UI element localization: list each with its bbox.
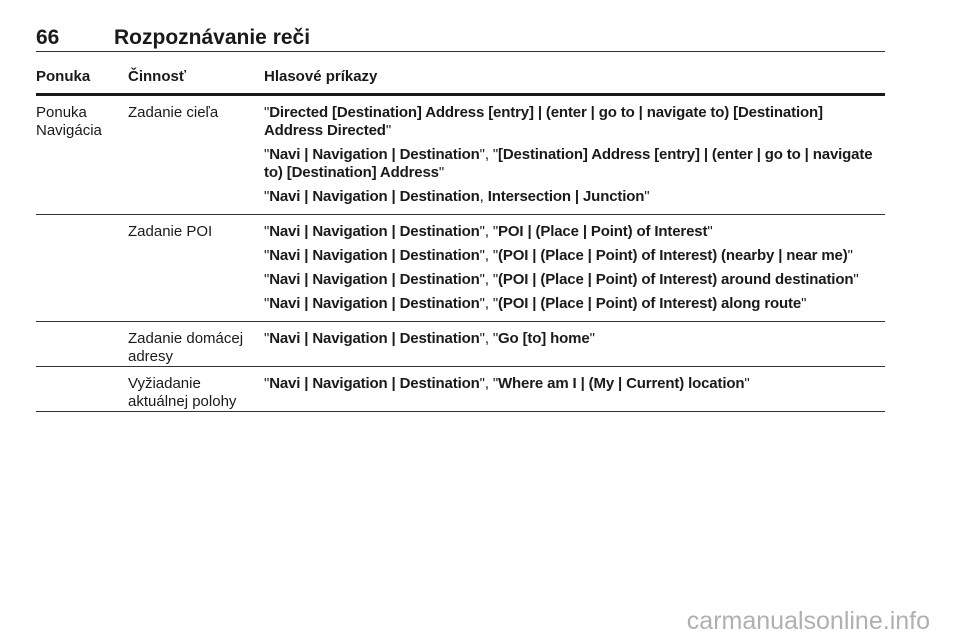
cell-menu bbox=[36, 322, 128, 366]
command-text: [Destination] Address [entry] | (enter | go to | navigate to) [Destination] Address bbox=[264, 146, 873, 181]
command-punctuation: " bbox=[264, 247, 270, 264]
cell-voice-commands bbox=[264, 367, 885, 411]
command-text: Navi | Navigation | Destination bbox=[269, 223, 480, 240]
command-punctuation: ", " bbox=[479, 146, 499, 163]
command-punctuation: " bbox=[264, 188, 270, 205]
command-punctuation: ", " bbox=[479, 375, 499, 392]
cell-action: Vyžiadanie aktuálnej polohy bbox=[128, 375, 237, 410]
command-punctuation: ", " bbox=[479, 330, 499, 347]
table-header bbox=[36, 66, 885, 96]
command-text: (POI | (Place | Point) of Interest) around destination bbox=[498, 271, 854, 288]
table-row bbox=[36, 96, 885, 215]
watermark: carmanualsonline.info bbox=[686, 607, 930, 635]
header-action: Činnosť bbox=[128, 68, 187, 85]
command-punctuation: " bbox=[438, 164, 445, 181]
voice-command bbox=[264, 146, 885, 182]
cell-action: Zadanie POI bbox=[128, 223, 213, 240]
command-punctuation: " bbox=[264, 375, 270, 392]
command-text: POI | (Place | Point) of Interest bbox=[498, 223, 708, 240]
voice-command bbox=[264, 295, 885, 313]
command-punctuation: " bbox=[853, 271, 859, 288]
cell-voice-commands bbox=[264, 215, 885, 321]
command-punctuation: ", " bbox=[479, 271, 499, 288]
command-text: Directed [Destination] Address [entry] | (enter | go to | navigate to) [Destination] Address Directed bbox=[264, 104, 823, 139]
command-punctuation: " bbox=[264, 271, 270, 288]
command-text: Go [to] home bbox=[498, 330, 590, 347]
voice-command bbox=[264, 330, 885, 348]
page-header bbox=[36, 24, 885, 52]
command-punctuation: " bbox=[589, 330, 595, 347]
command-punctuation: " bbox=[264, 223, 270, 240]
command-punctuation: " bbox=[385, 122, 391, 139]
command-punctuation: ", " bbox=[479, 223, 499, 240]
command-text: Navi | Navigation | Destination bbox=[269, 295, 480, 312]
cell-voice-commands bbox=[264, 96, 885, 214]
command-punctuation: " bbox=[744, 375, 750, 392]
command-text: Navi | Navigation | Destination bbox=[269, 330, 480, 347]
cell-menu: Ponuka Navigácia bbox=[36, 104, 102, 139]
page-title: Rozpoznávanie reči bbox=[114, 26, 311, 49]
command-text: Navi | Navigation | Destination bbox=[269, 375, 480, 392]
command-text: Navi | Navigation | Destination bbox=[269, 271, 480, 288]
command-punctuation: " bbox=[264, 104, 270, 121]
command-punctuation: " bbox=[264, 146, 270, 163]
table-row bbox=[36, 215, 885, 322]
command-punctuation: ", " bbox=[479, 295, 499, 312]
command-punctuation: " bbox=[847, 247, 853, 264]
cell-action: Zadanie cieľa bbox=[128, 104, 219, 121]
table-row bbox=[36, 322, 885, 367]
voice-command bbox=[264, 375, 885, 393]
voice-command bbox=[264, 271, 885, 289]
voice-command bbox=[264, 104, 885, 140]
voice-command bbox=[264, 247, 885, 265]
command-punctuation: ", " bbox=[479, 247, 499, 264]
voice-command bbox=[264, 223, 885, 241]
header-voice-commands: Hlasové príkazy bbox=[264, 68, 378, 85]
command-text: (POI | (Place | Point) of Interest) (nearby | near me) bbox=[498, 247, 848, 264]
table-body bbox=[36, 96, 885, 412]
command-punctuation: " bbox=[801, 295, 807, 312]
command-text: (POI | (Place | Point) of Interest) along route bbox=[498, 295, 802, 312]
command-punctuation: " bbox=[644, 188, 650, 205]
command-punctuation: " bbox=[264, 295, 270, 312]
page-number: 66 bbox=[36, 26, 60, 49]
voice-command bbox=[264, 188, 885, 206]
cell-menu bbox=[36, 215, 128, 321]
command-punctuation: " bbox=[707, 223, 713, 240]
command-punctuation: " bbox=[264, 330, 270, 347]
cell-action: Zadanie domácej adresy bbox=[128, 330, 244, 365]
table-row bbox=[36, 367, 885, 412]
cell-voice-commands bbox=[264, 322, 885, 366]
header-menu: Ponuka bbox=[36, 68, 91, 85]
voice-commands-table bbox=[36, 66, 885, 412]
command-text: Intersection | Junction bbox=[487, 188, 645, 205]
command-text: Navi | Navigation | Destination bbox=[269, 188, 480, 205]
command-text: Navi | Navigation | Destination bbox=[269, 146, 480, 163]
command-text: Where am I | (My | Current) location bbox=[498, 375, 745, 392]
cell-menu bbox=[36, 367, 128, 411]
command-text: Navi | Navigation | Destination bbox=[269, 247, 480, 264]
command-punctuation: , bbox=[479, 188, 488, 205]
